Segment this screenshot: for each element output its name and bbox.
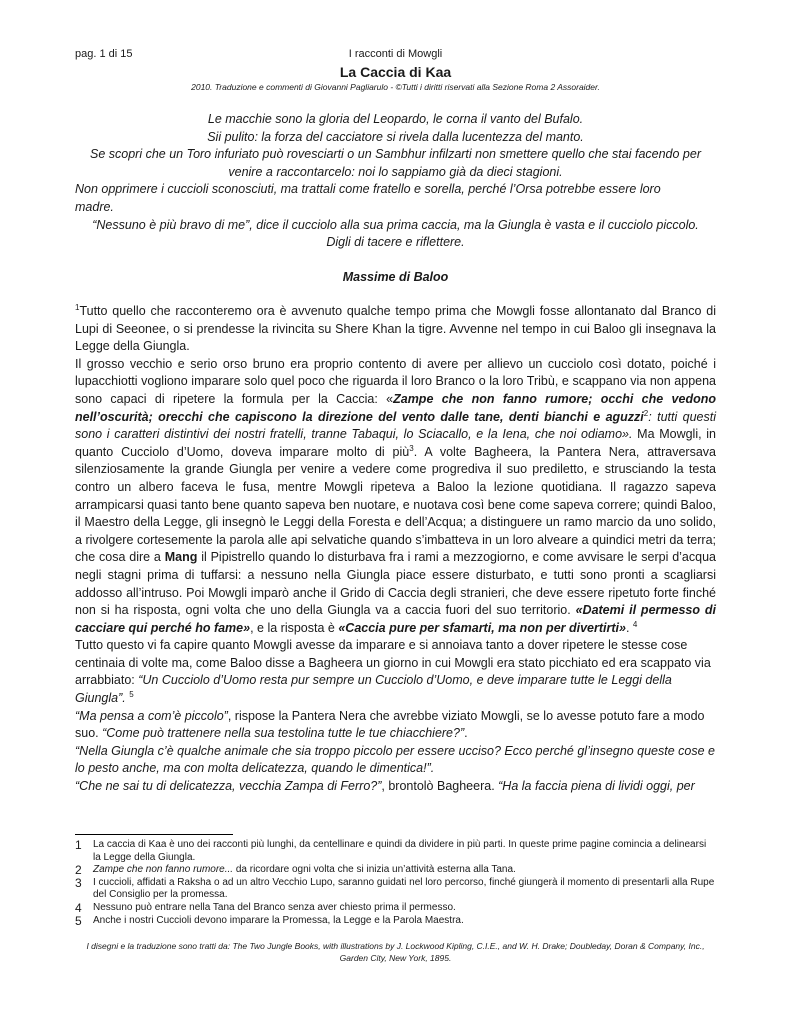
- epigraph-line: Non opprimere i cuccioli sconosciuti, ma trattali come fratello e sorella, perché l’Orsa potrebbe essere loro: [75, 182, 661, 197]
- hunting-call: «Datemi il permesso di cacciare qui perché ho fame»: [75, 603, 716, 635]
- epigraph-attribution: Massime di Baloo: [342, 270, 449, 284]
- epigraph-line: madre.: [75, 199, 114, 214]
- footnote-text: Anche i nostri Cuccioli devono imparare la Promessa, la Legge e la Parola Maestra.: [93, 914, 464, 926]
- paragraph-text: , rispose la Pantera Nera che avrebbe viziato Mowgli, se lo avesse potuto fare a modo suo.: [75, 708, 705, 741]
- epigraph-line: Digli di tacere e riflettere.: [326, 235, 465, 250]
- copyright-subtitle: 2010. Traduzione e commenti di Giovanni Pagliarulo - ©Tutti i diritti riservati alla Sezione Roma 2 Assoraider.: [191, 82, 600, 92]
- quote: “Come può trattenere nella sua testolina tutte le tue chiacchiere?”: [102, 726, 465, 741]
- footnote-number: 4: [75, 900, 82, 915]
- footnote-text: Nessuno può entrare nella Tana del Branco senza aver chiesto prima il permesso.: [93, 901, 456, 913]
- footnote-text: I cuccioli, affidati a Raksha o ad un altro Vecchio Lupo, saranno guidati nel loro percorso, finché giungerà il momento di presentarli alla Rupe del Consiglio per la promessa.: [93, 876, 715, 901]
- footnote-divider: [75, 834, 233, 835]
- paragraph-text: , brontolò Bagheera.: [381, 779, 499, 794]
- paragraph-2: [75, 356, 716, 638]
- footnote-ref: 1: [75, 302, 80, 312]
- footnote-ref: 3: [409, 443, 414, 453]
- epigraph: [75, 111, 716, 252]
- paragraph-3: [75, 637, 716, 707]
- paragraph-text: il Pipistrello quando lo disturbava fra i rami a mezzogiorno, e come avvisare le serpi d’acqua negli stagni prima di tuffarsi: a nessuno nella Giungla piace essere disturbato, e tutti sono pronti a scagliarsi addosso all’intruso. Poi Mowgli imparò anche il Grido di Caccia degli stranieri, che deve essere ripetuto forte finché non si ha risposta, ogni volta che uno della Giungla va a caccia fuori del suo territorio.: [75, 550, 716, 618]
- quote: “Ha la faccia piena di lividi oggi, per: [498, 779, 695, 794]
- paragraph-1: [75, 303, 716, 356]
- hunting-formula: Zampe che non fanno rumore; occhi che vedono nell’oscurità; orecchi che capiscono la direzione del vento dalle tane, denti bianchi e aguzzi: [75, 391, 716, 424]
- paragraph-text: , e la risposta è: [250, 620, 339, 635]
- epigraph-line: “Nessuno è più bravo di me”, dice il cucciolo alla sua prima caccia, ma la Giungla è vasta e il cucciolo piccolo.: [92, 217, 699, 232]
- bold-name: Mang: [164, 550, 198, 565]
- footnote: [75, 877, 716, 902]
- epigraph-line: Se scopri che un Toro infuriato può rovesciarti o un Sambhur infilzarti non smettere quello che stai facendo per: [90, 147, 701, 162]
- paragraph-text: .: [464, 726, 468, 741]
- footnote: [75, 839, 716, 864]
- footnote: [75, 915, 716, 928]
- footnote-ref: 5: [129, 689, 134, 699]
- paragraph-text: Tutto quello che racconteremo ora è avvenuto qualche tempo prima che Mowgli fosse allontanato dal Branco di Lupi di Seeonee, o si prendesse la rivincita su Shere Khan la tigre. Avvenne nel tempo in cui Baloo gli insegnava la Legge della Giungla.: [75, 304, 716, 354]
- quote: “Un Cucciolo d’Uomo resta pur sempre un Cucciolo d’Uomo, e deve imparare tutte le Leggi della Giungla”.: [75, 673, 672, 706]
- footnote-number: 1: [75, 838, 82, 852]
- paragraph-text: : tutti questi sono i caratteri distintivi dei nostri fratelli, tranne Tabaqui, lo Sciacallo, e la Iena, che noi odiamo».: [75, 409, 716, 442]
- footnote-number: 3: [75, 875, 82, 890]
- footnote-italic: Zampe che non fanno rumore...: [93, 864, 234, 876]
- quote: “Nella Giungla c’è qualche animale che sia troppo piccolo per essere ucciso? Ecco perché gl’insegno queste cose e lo pesto anche, ma con molta delicatezza, quando le dimentica!”.: [75, 743, 715, 776]
- footnote: [75, 864, 716, 877]
- series-title: I racconti di Mowgli: [348, 48, 443, 60]
- paragraph-text: Ma Mowgli, in quanto Cucciolo d’Uomo, doveva imparare molto di più: [75, 427, 716, 459]
- footnote-ref: 4: [632, 619, 638, 629]
- page-number: pag. 1 di 15: [75, 48, 133, 60]
- story-title: La Caccia di Kaa: [339, 64, 452, 80]
- illustration-credit: I disegni e la traduzione sono tratti da: The Two Jungle Books, with illustrations by J. Lockwood Kipling, C.I.E., and W. H. Drake; Doubleday, Doran & Company, Inc., Garden City, New York, 1895.: [86, 941, 705, 963]
- footnote-number: 5: [75, 913, 82, 928]
- paragraph-text: Il grosso vecchio e serio orso bruno era proprio contento di avere per allievo un cucciolo così dotato, poiché i lupacchiotti vogliono imparare solo quel poco che riguarda il loro Branco o la loro Tribù, e scappano via non appena sono capaci di ripetere la formula per la Caccia: «: [75, 356, 716, 406]
- paragraph-text: . A volte Bagheera, la Pantera Nera, attraversava silenziosamente la grande Giungla per venire a vedere come progrediva il suo prediletto, e strusciando la testa contro un albero faceva le fusa, mentre Mowgli ripeteva a Baloo la lezione quotidiana. Il ragazzo sapeva arrampicarsi quasi tanto bene quanto sapeva ben nuotare, e nuotava così bene come sapeva correre; quindi Baloo, il Maestro della Legge, gli insegnò le Leggi della Foresta e dell’Acqua; a distinguere un ramo marcio da uno solido, a rivolgere cortesemente la parola alle api selvatiche quando s’imbatteva in un loro alveare a quindici metri da terra; che cosa dire a: [75, 444, 716, 565]
- quote: “Ma pensa a com’è piccolo”: [75, 708, 228, 723]
- paragraph-text: Tutto questo vi fa capire quanto Mowgli avesse da imparare e si annoiava tanto a dover ripetere le stesse cose centinaia di volte ma, come Baloo disse a Bagheera un giorno in cui Mowgli era stato picchiato ed era scappato via arrabbiato:: [75, 638, 711, 688]
- epigraph-line: Le macchie sono la gloria del Leopardo, le corna il vanto del Bufalo.: [207, 112, 584, 126]
- paragraph-text: .: [625, 620, 633, 635]
- paragraph-4: [75, 708, 716, 743]
- paragraph-6: [75, 778, 716, 796]
- hunting-answer: «Caccia pure per sfamarti, ma non per divertirti»: [338, 620, 626, 635]
- body-text: [75, 303, 716, 796]
- footnote-text-rest: da ricordare ogni volta che si inizia un’attività esterna alla Tana.: [233, 864, 516, 876]
- footnote-text: La caccia di Kaa è uno dei racconti più lunghi, da centellinare e quindi da dividere in più parti. In queste prime pagine comincia a delinearsi la Legge della Giungla.: [93, 839, 707, 863]
- paragraph-5: [75, 743, 716, 778]
- footnotes: [75, 839, 716, 927]
- quote: “Che ne sai tu di delicatezza, vecchia Zampa di Ferro?”: [75, 779, 382, 794]
- epigraph-line: Sii pulito: la forza del cacciatore si rivela dalla lucentezza del manto.: [207, 129, 584, 144]
- footnote: [75, 902, 716, 915]
- footnote-text: [89, 864, 716, 877]
- footnote-ref: 2: [643, 408, 649, 418]
- footnote-number: 2: [75, 863, 82, 878]
- epigraph-line: venire a raccontarcelo: noi lo sappiamo già da dieci stagioni.: [228, 164, 563, 179]
